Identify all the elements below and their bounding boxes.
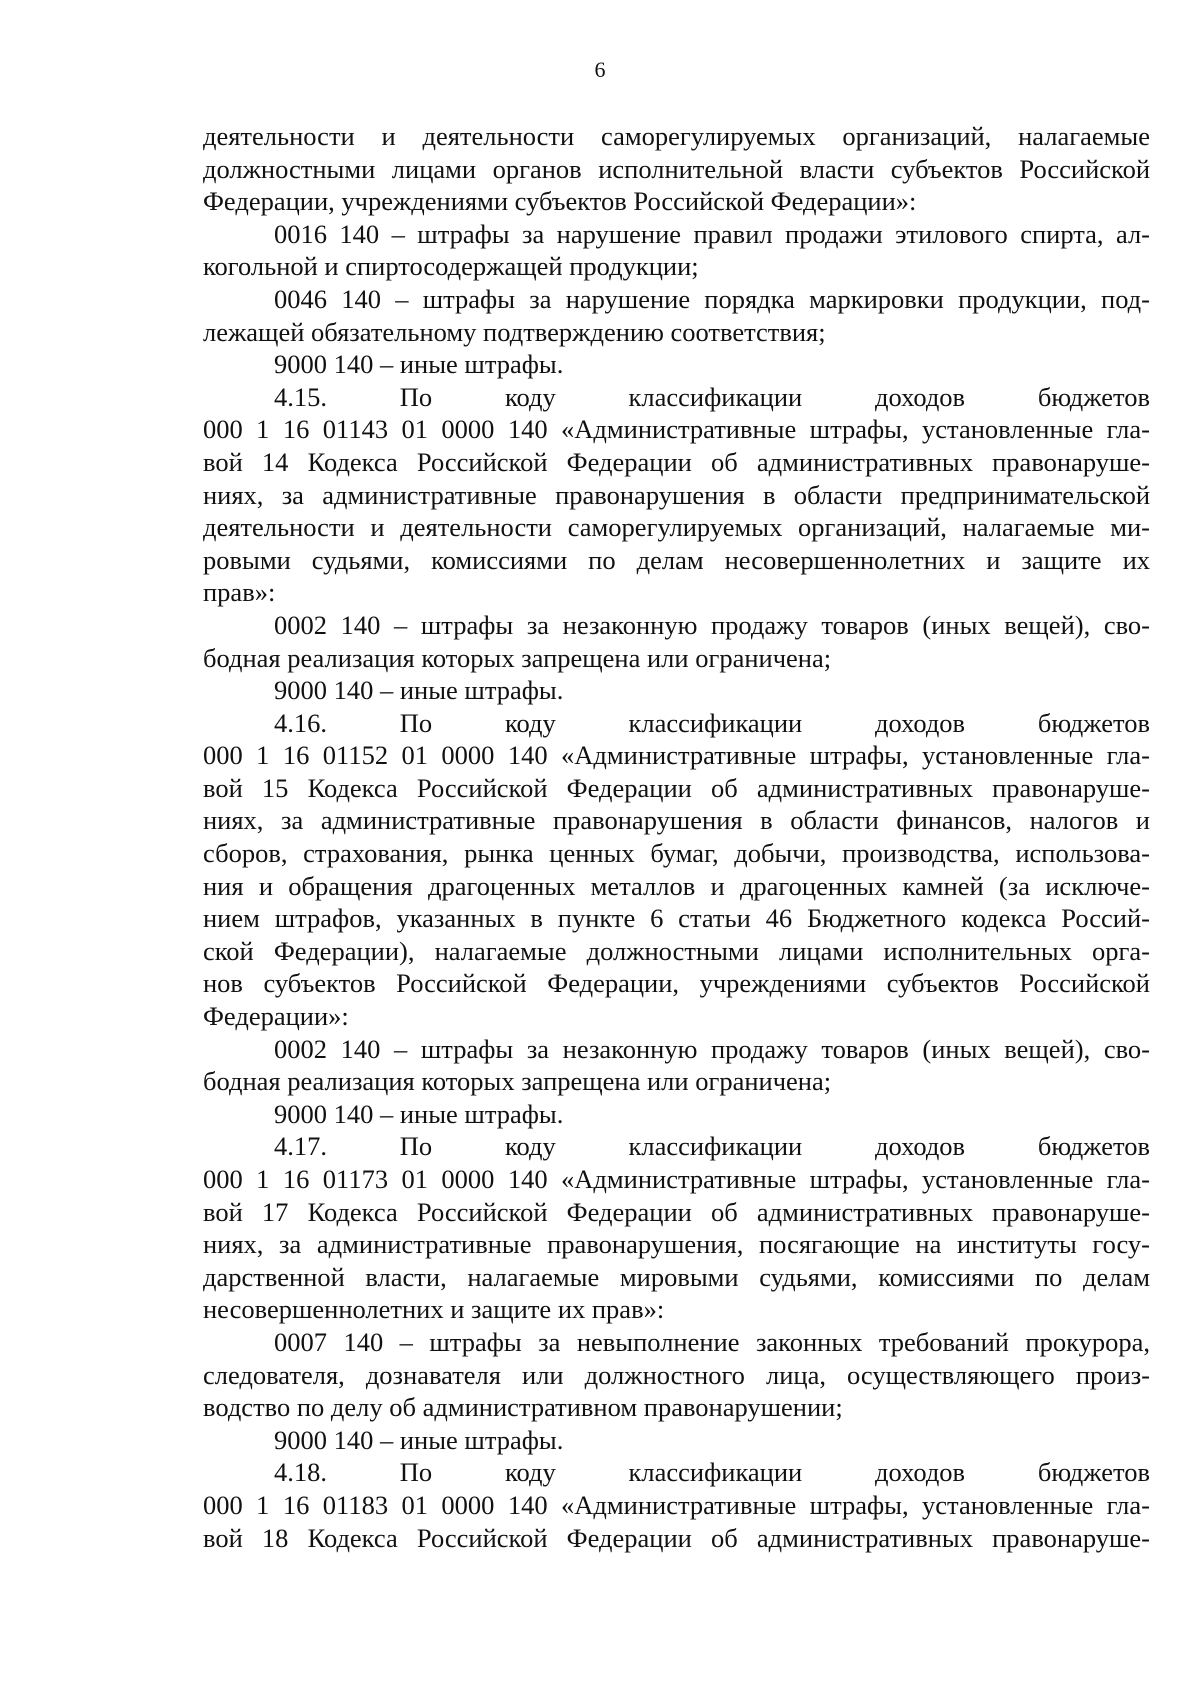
text-line: должностными лицами органов исполнительной власти субъектов Российской bbox=[203, 153, 1150, 184]
text-line: Федерации»: bbox=[203, 1001, 349, 1032]
text-line: прав»: bbox=[203, 577, 276, 608]
text-line: сборов, страхования, рынка ценных бумаг, добычи, производства, использова- bbox=[203, 838, 1150, 869]
text-line: 9000 140 – иные штрафы. bbox=[274, 1098, 564, 1129]
text-line: 000 1 16 01152 01 0000 140 «Административные штрафы, установленные гла- bbox=[203, 740, 1150, 771]
text-line: вой 15 Кодекса Российской Федерации об административных правонаруше- bbox=[203, 772, 1150, 803]
text-line: 0046 140 – штрафы за нарушение порядка маркировки продукции, под- bbox=[274, 283, 1150, 314]
text-line: деятельности и деятельности саморегулируемых организаций, налагаемые bbox=[203, 121, 1150, 151]
text-line: ской Федерации), налагаемые должностными лицами исполнительных орга- bbox=[203, 935, 1150, 966]
text-line: ниях, за административные правонарушения в области финансов, налогов и bbox=[203, 805, 1150, 836]
text-line: ния и обращения драгоценных металлов и драгоценных камней (за исключе- bbox=[203, 870, 1150, 901]
text-line: 4.17. По коду классификации доходов бюджетов bbox=[274, 1131, 1150, 1162]
text-line: деятельности и деятельности саморегулируемых организаций, налагаемые ми- bbox=[203, 512, 1150, 543]
text-line: Федерации, учреждениями субъектов Российской Федерации»: bbox=[203, 186, 917, 217]
text-line: 000 1 16 01173 01 0000 140 «Административные штрафы, установленные гла- bbox=[203, 1164, 1150, 1194]
text-line: 4.15. По коду классификации доходов бюджетов bbox=[274, 381, 1150, 412]
text-line: 9000 140 – иные штрафы. bbox=[274, 1424, 564, 1455]
text-line: ниях, за административные правонарушения в области предпринимательской bbox=[203, 479, 1150, 510]
text-line: ровыми судьями, комиссиями по делам несовершеннолетних и защите их bbox=[203, 544, 1150, 575]
text-line: лежащей обязательному подтверждению соответствия; bbox=[203, 316, 826, 347]
text-line: 9000 140 – иные штрафы. bbox=[274, 349, 564, 380]
text-line: 000 1 16 01143 01 0000 140 «Административные штрафы, установленные гла- bbox=[203, 414, 1150, 445]
text-line: 0002 140 – штрафы за незаконную продажу товаров (иных вещей), сво- bbox=[274, 609, 1150, 640]
text-line: несовершеннолетних и защите их прав»: bbox=[203, 1294, 665, 1325]
text-line: нием штрафов, указанных в пункте 6 статьи 46 Бюджетного кодекса Россий- bbox=[203, 903, 1150, 934]
text-line: 0016 140 – штрафы за нарушение правил продажи этилового спирта, ал- bbox=[274, 218, 1150, 249]
text-line: вой 18 Кодекса Российской Федерации об административных правонаруше- bbox=[203, 1522, 1150, 1553]
text-line: 9000 140 – иные штрафы. bbox=[274, 675, 564, 706]
document-body bbox=[203, 120, 1150, 1554]
text-line: 4.18. По коду классификации доходов бюджетов bbox=[274, 1457, 1150, 1488]
text-line: 000 1 16 01183 01 0000 140 «Административные штрафы, установленные гла- bbox=[203, 1489, 1150, 1520]
text-line: ниях, за административные правонарушения, посягающие на институты госу- bbox=[203, 1229, 1150, 1260]
text-line: вой 14 Кодекса Российской Федерации об административных правонаруше- bbox=[203, 446, 1150, 477]
text-line: следователя, дознавателя или должностного лица, осуществляющего произ- bbox=[203, 1359, 1150, 1390]
text-line: нов субъектов Российской Федерации, учреждениями субъектов Российской bbox=[203, 968, 1150, 999]
text-line: 0002 140 – штрафы за незаконную продажу товаров (иных вещей), сво- bbox=[274, 1033, 1150, 1064]
page-number: 6 bbox=[594, 57, 606, 82]
text-line: бодная реализация которых запрещена или ограничена; bbox=[203, 642, 832, 673]
text-line: бодная реализация которых запрещена или ограничена; bbox=[203, 1066, 832, 1097]
text-line: когольной и спиртосодержащей продукции; bbox=[203, 251, 699, 282]
text-line: вой 17 Кодекса Российской Федерации об административных правонаруше- bbox=[203, 1196, 1150, 1227]
text-line: 4.16. По коду классификации доходов бюджетов bbox=[274, 707, 1150, 738]
text-line: водство по делу об административном правонарушении; bbox=[203, 1392, 843, 1423]
text-line: дарственной власти, налагаемые мировыми судьями, комиссиями по делам bbox=[203, 1261, 1150, 1292]
text-line: 0007 140 – штрафы за невыполнение законных требований прокурора, bbox=[274, 1326, 1150, 1357]
